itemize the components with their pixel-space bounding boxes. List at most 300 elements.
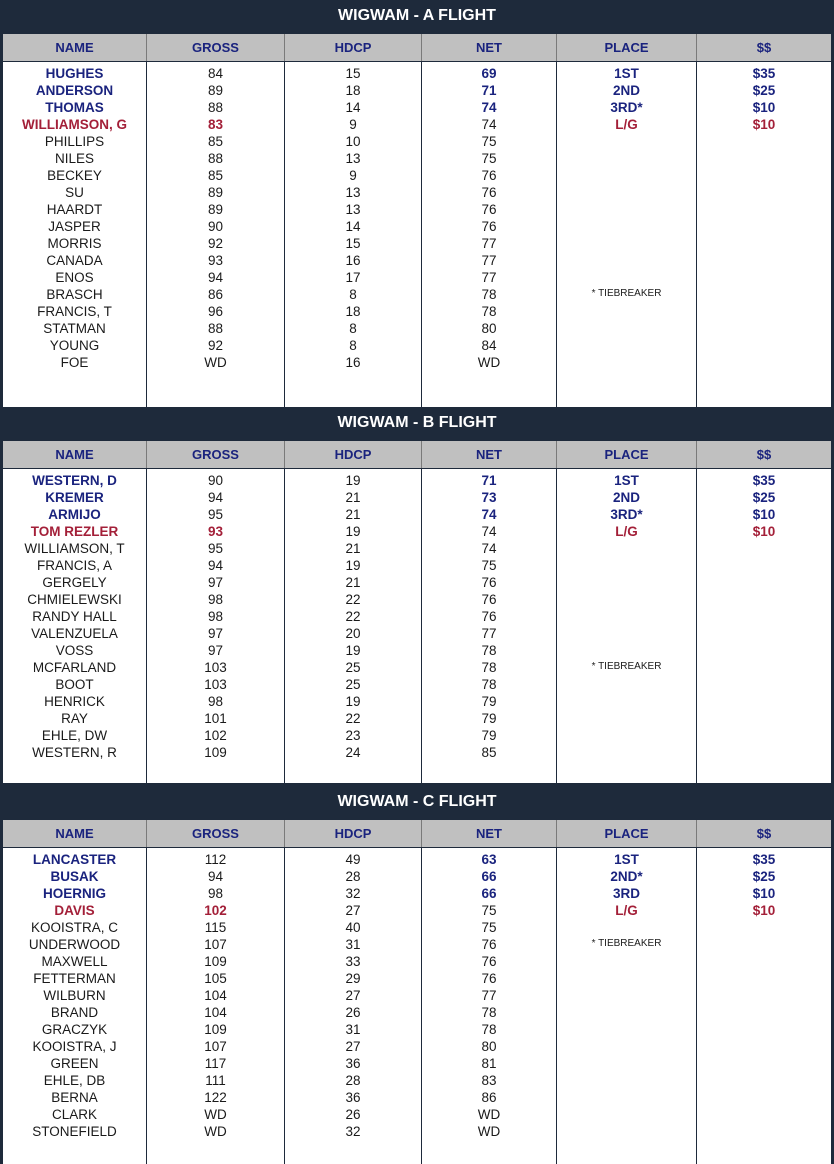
cell-place [557,150,696,167]
column-place [557,62,697,409]
column-money [697,469,831,783]
column-header-row [3,441,831,468]
cell-name: GERGELY [42,575,107,590]
cell-name: EHLE, DB [43,1073,106,1088]
cell-gross: 109 [204,954,227,969]
cell-name: GRACZYK [41,1022,108,1037]
cell-name: CHMIELEWSKI [27,592,122,607]
cell-name: EHLE, DW [41,728,108,743]
cell-place [557,201,696,218]
cell-money [697,744,831,761]
cell-net: 76 [481,185,497,200]
column-header-money: $$ [756,826,772,841]
cell-net: 75 [481,920,497,935]
cell-gross: 122 [204,1090,227,1105]
cell-gross: 98 [207,592,224,607]
cell-gross: 90 [207,473,224,488]
cell-hdcp: 22 [345,711,361,726]
cell-net: 66 [481,869,497,884]
cell-gross: 84 [207,66,224,81]
cell-name: MORRIS [47,236,102,251]
cell-net: 80 [481,321,497,336]
cell-name: HAARDT [46,202,103,217]
cell-hdcp: 25 [345,660,361,675]
cell-name: BERNA [51,1090,98,1105]
cell-hdcp: 14 [345,219,361,234]
cell-hdcp: 19 [345,473,361,488]
cell-money [697,303,831,320]
cell-place [557,1089,696,1106]
cell-hdcp: 13 [345,185,361,200]
cell-net: 74 [481,541,497,556]
cell-money: $10 [752,903,776,918]
cell-place [557,608,696,625]
cell-place [557,744,696,761]
cell-gross: 97 [207,575,224,590]
cell-name: ENOS [55,270,94,285]
cell-place [557,987,696,1004]
flight-section [0,786,834,1163]
cell-place [557,1021,696,1038]
cell-place [557,1055,696,1072]
cell-gross: 92 [207,338,224,353]
column-header-name: NAME [3,820,147,847]
column-name [3,62,147,409]
flight-section [0,407,834,782]
cell-hdcp: 20 [345,626,361,641]
column-header-hdcp: HDCP [285,34,422,61]
cell-place [557,252,696,269]
cell-place: 2ND* [610,869,643,884]
cell-gross: 104 [204,988,227,1003]
cell-name: ARMIJO [48,507,101,522]
cell-money: $35 [752,66,776,81]
cell-money [697,676,831,693]
cell-hdcp: 17 [345,270,361,285]
cell-gross: 95 [207,507,224,522]
cell-hdcp: 19 [345,558,361,573]
cell-gross: 94 [207,270,224,285]
column-header-row [3,820,831,847]
cell-gross: 111 [205,1073,226,1088]
tiebreaker-note: * TIEBREAKER [591,661,662,672]
cell-hdcp: 28 [345,869,361,884]
cell-net: 76 [481,202,497,217]
cell-hdcp: 22 [345,592,361,607]
cell-net: WD [477,1107,501,1122]
cell-name: KOOISTRA, C [30,920,118,935]
cell-name: WESTERN, R [32,745,117,760]
flight-title: WIGWAM - C FLIGHT [0,786,834,818]
column-header-gross: GROSS [147,441,285,468]
cell-place [557,574,696,591]
cell-money: $25 [752,83,776,98]
column-net [422,62,557,409]
cell-name: BUSAK [50,869,99,884]
cell-place [557,1072,696,1089]
cell-money [697,659,831,676]
cell-gross: 94 [207,490,224,505]
cell-name: FRANCIS, T [37,304,112,319]
cell-money [697,919,831,936]
results-table-body [3,62,831,409]
cell-money [697,953,831,970]
cell-money: $25 [752,869,776,884]
cell-place: L/G [615,117,638,132]
cell-hdcp: 27 [345,1039,361,1054]
cell-net: 71 [481,83,497,98]
column-header-gross: GROSS [147,820,285,847]
cell-gross: WD [204,355,227,370]
cell-gross: 97 [207,626,224,641]
column-header-place: PLACE [557,34,697,61]
cell-hdcp: 31 [345,937,361,952]
cell-hdcp: 40 [345,920,361,935]
cell-money [697,1072,831,1089]
cell-hdcp: 23 [345,728,361,743]
cell-gross: 88 [207,321,224,336]
cell-money [697,1038,831,1055]
cell-net: 76 [481,168,497,183]
cell-net: 78 [481,304,497,319]
column-name [3,848,147,1164]
cell-place [557,1123,696,1140]
cell-gross: 98 [207,886,224,901]
cell-hdcp: 22 [345,609,361,624]
cell-net: 78 [481,643,497,658]
cell-gross: 85 [207,168,224,183]
cell-hdcp: 13 [345,202,361,217]
flight-title: WIGWAM - A FLIGHT [0,0,834,32]
cell-hdcp: 32 [345,886,361,901]
flight-title: WIGWAM - B FLIGHT [0,407,834,439]
cell-money [697,235,831,252]
cell-money [697,184,831,201]
cell-net: 75 [481,558,497,573]
cell-place: 1ST [614,473,639,488]
cell-money: $10 [752,100,776,115]
cell-name: ANDERSON [35,83,114,98]
cell-hdcp: 36 [345,1056,361,1071]
cell-net: 71 [481,473,497,488]
cell-net: WD [477,355,501,370]
cell-hdcp: 33 [345,954,361,969]
cell-name: MCFARLAND [32,660,117,675]
cell-name: BECKEY [47,168,102,183]
column-header-net: NET [422,820,557,847]
cell-place: 2ND [612,83,640,98]
cell-name: DAVIS [54,903,95,918]
cell-money [697,269,831,286]
results-table-body [3,848,831,1164]
cell-gross: 97 [207,643,224,658]
cell-place [557,953,696,970]
cell-gross: 88 [207,151,224,166]
cell-money [697,642,831,659]
cell-gross: 90 [207,219,224,234]
cell-net: 75 [481,134,497,149]
column-header-place: PLACE [557,441,697,468]
cell-money [697,540,831,557]
cell-place [557,557,696,574]
cell-name: CLARK [51,1107,97,1122]
cell-place [557,591,696,608]
cell-name: FETTERMAN [33,971,116,986]
cell-name: MAXWELL [41,954,108,969]
cell-money [697,710,831,727]
cell-money [697,1089,831,1106]
cell-place: 1ST [614,66,639,81]
cell-hdcp: 18 [345,83,361,98]
results-table-body [3,469,831,783]
cell-net: 74 [481,117,497,132]
cell-name: LANCASTER [32,852,117,867]
cell-name: UNDERWOOD [28,937,121,952]
cell-gross: WD [204,1107,227,1122]
cell-hdcp: 26 [345,1005,361,1020]
cell-net: 76 [481,609,497,624]
cell-money [697,218,831,235]
cell-net: 84 [481,338,497,353]
column-header-name: NAME [3,34,147,61]
cell-name: STONEFIELD [32,1124,117,1139]
cell-net: 75 [481,903,497,918]
cell-hdcp: 21 [345,490,361,505]
cell-name: GREEN [50,1056,99,1071]
cell-net: 74 [481,100,497,115]
cell-place [557,354,696,371]
cell-gross: 117 [204,1056,227,1071]
cell-net: 74 [481,507,497,522]
cell-money: $10 [752,117,776,132]
cell-gross: 107 [204,1039,227,1054]
cell-name: WILLIAMSON, G [22,117,127,132]
cell-hdcp: 27 [345,903,361,918]
cell-gross: 107 [204,937,227,952]
cell-gross: 89 [207,185,224,200]
cell-hdcp: 28 [345,1073,361,1088]
cell-net: 76 [481,219,497,234]
cell-money [697,150,831,167]
cell-net: 78 [481,1022,497,1037]
cell-gross: 83 [207,117,224,132]
cell-hdcp: 18 [345,304,361,319]
cell-money: $10 [752,524,776,539]
cell-gross: 105 [204,971,227,986]
cell-money [697,1055,831,1072]
cell-gross: 102 [204,728,227,743]
cell-place [557,269,696,286]
cell-name: STATMAN [43,321,106,336]
cell-money [697,625,831,642]
cell-hdcp: 8 [349,338,357,353]
cell-net: 81 [481,1056,497,1071]
cell-hdcp: 19 [345,524,361,539]
cell-hdcp: 8 [349,287,357,302]
cell-hdcp: 19 [345,694,361,709]
cell-hdcp: 9 [349,168,357,183]
cell-hdcp: 21 [345,575,361,590]
cell-gross: 89 [207,83,224,98]
cell-money [697,557,831,574]
cell-money: $35 [752,473,776,488]
cell-money [697,936,831,953]
cell-gross: 92 [207,236,224,251]
cell-gross: 102 [204,903,227,918]
cell-money [697,574,831,591]
cell-gross: 89 [207,202,224,217]
cell-hdcp: 16 [345,355,361,370]
cell-hdcp: 36 [345,1090,361,1105]
tiebreaker-note: * TIEBREAKER [591,938,662,949]
cell-gross: 101 [204,711,227,726]
column-header-name: NAME [3,441,147,468]
column-net [422,848,557,1164]
cell-net: 77 [481,626,497,641]
cell-gross: 98 [207,609,224,624]
cell-net: 76 [481,575,497,590]
column-hdcp [285,469,422,783]
cell-net: 78 [481,287,497,302]
cell-hdcp: 29 [345,971,361,986]
cell-place [557,218,696,235]
cell-hdcp: 19 [345,643,361,658]
cell-money [697,970,831,987]
cell-hdcp: 31 [345,1022,361,1037]
cell-gross: 109 [204,1022,227,1037]
cell-name: YOUNG [49,338,100,353]
cell-hdcp: 13 [345,151,361,166]
cell-net: 85 [481,745,497,760]
cell-place [557,303,696,320]
cell-hdcp: 21 [345,541,361,556]
cell-money [697,608,831,625]
cell-hdcp: 8 [349,321,357,336]
cell-net: 76 [481,954,497,969]
cell-net: 77 [481,253,497,268]
cell-hdcp: 32 [345,1124,361,1139]
column-header-hdcp: HDCP [285,441,422,468]
column-place [557,469,697,783]
cell-name: PHILLIPS [44,134,105,149]
cell-net: 80 [481,1039,497,1054]
cell-money [697,252,831,269]
cell-place [557,676,696,693]
cell-net: 83 [481,1073,497,1088]
cell-gross: 93 [207,524,224,539]
column-hdcp [285,62,422,409]
cell-gross: 94 [207,869,224,884]
cell-place [557,540,696,557]
tiebreaker-note: * TIEBREAKER [591,288,662,299]
column-hdcp [285,848,422,1164]
column-gross [147,469,285,783]
cell-place [557,693,696,710]
cell-gross: 86 [207,287,224,302]
cell-place [557,642,696,659]
cell-place [557,1038,696,1055]
cell-gross: 93 [207,253,224,268]
cell-money: $35 [752,852,776,867]
column-money [697,848,831,1164]
cell-place [557,133,696,150]
cell-money [697,201,831,218]
cell-name: KOOISTRA, J [32,1039,117,1054]
cell-name: BRAND [50,1005,99,1020]
cell-net: 86 [481,1090,497,1105]
cell-money [697,320,831,337]
cell-gross: 85 [207,134,224,149]
cell-gross: 103 [204,660,227,675]
cell-net: 69 [481,66,497,81]
column-header-money: $$ [756,40,772,55]
cell-name: NILES [54,151,95,166]
cell-money [697,133,831,150]
cell-hdcp: 21 [345,507,361,522]
column-header-row [3,34,831,61]
cell-gross: WD [204,1124,227,1139]
cell-money [697,337,831,354]
cell-net: 78 [481,1005,497,1020]
cell-place [557,167,696,184]
cell-name: TOM REZLER [30,524,119,539]
cell-hdcp: 24 [345,745,361,760]
cell-net: 76 [481,592,497,607]
cell-gross: 104 [204,1005,227,1020]
cell-money: $10 [752,886,776,901]
cell-gross: 96 [207,304,224,319]
cell-money [697,286,831,303]
cell-name: SU [65,185,84,200]
cell-net: 79 [481,728,497,743]
flight-section [0,0,834,408]
cell-money [697,1021,831,1038]
cell-place [557,1004,696,1021]
cell-place: 3RD [612,886,640,901]
cell-hdcp: 10 [345,134,361,149]
cell-place [557,184,696,201]
cell-net: 75 [481,151,497,166]
cell-name: HOERNIG [42,886,106,901]
cell-money [697,354,831,371]
cell-money [697,987,831,1004]
cell-name: FRANCIS, A [36,558,112,573]
cell-net: 78 [481,677,497,692]
cell-name: BRASCH [46,287,103,302]
column-header-net: NET [422,441,557,468]
cell-money [697,591,831,608]
cell-place [557,919,696,936]
cell-money: $25 [752,490,776,505]
cell-place: 1ST [614,852,639,867]
column-money [697,62,831,409]
cell-net: 77 [481,270,497,285]
cell-money [697,727,831,744]
cell-name: THOMAS [45,100,104,115]
cell-net: 73 [481,490,497,505]
cell-net: WD [477,1124,501,1139]
cell-net: 63 [481,852,497,867]
column-header-gross: GROSS [147,34,285,61]
cell-place [557,727,696,744]
cell-gross: 112 [204,852,227,867]
cell-money [697,693,831,710]
column-name [3,469,147,783]
column-gross [147,62,285,409]
cell-net: 66 [481,886,497,901]
cell-hdcp: 27 [345,988,361,1003]
cell-gross: 88 [207,100,224,115]
